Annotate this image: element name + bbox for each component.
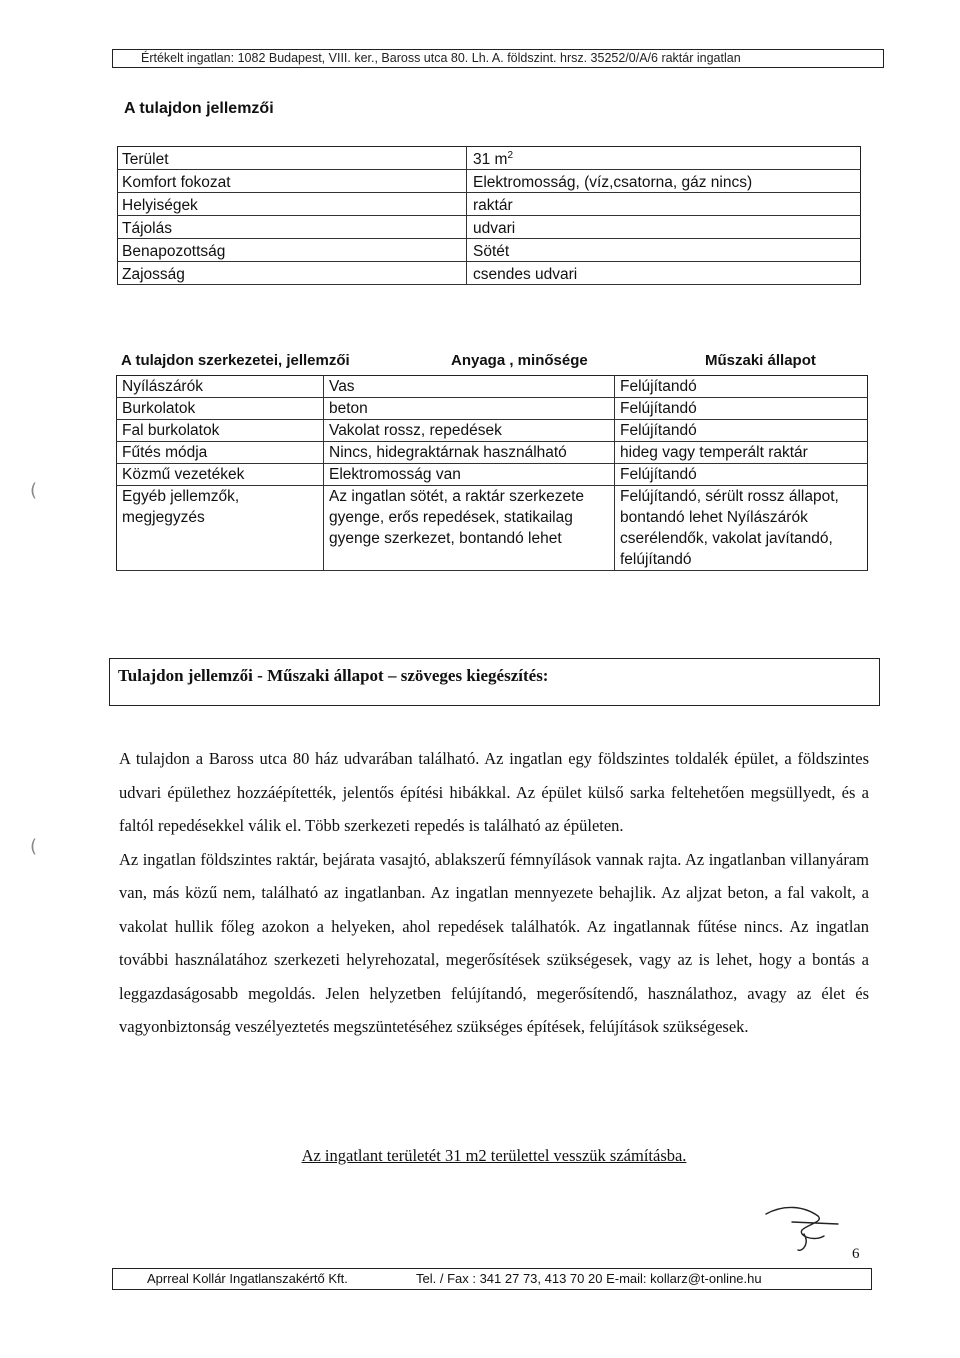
footer-company: Aprreal Kollár Ingatlanszakértő Kft. (147, 1271, 348, 1286)
structure-condition: hideg vagy temperált raktár (615, 442, 868, 464)
structure-header-col1: A tulajdon szerkezetei, jellemzői (121, 352, 350, 369)
area-value: 31 m (473, 151, 508, 168)
table-row (117, 420, 868, 442)
header-text: Értékelt ingatlan: 1082 Budapest, VIII. ker., Baross utca 80. Lh. A. földszint. hrsz. 35252/0/A/6 raktár ingatlan (141, 51, 741, 65)
section1-heading: A tulajdon jellemzői (124, 100, 274, 117)
structure-condition: Felújítandó (615, 464, 868, 486)
signature-image (758, 1200, 854, 1260)
table-row (118, 170, 861, 193)
row-value (467, 147, 861, 170)
row-value: csendes udvari (467, 262, 861, 285)
description-text (119, 742, 869, 1044)
row-value: Sötét (467, 239, 861, 262)
structure-condition: Felújítandó, sérült rossz állapot, bontandó lehet Nyílászárók cserélendők, vakolat javítandó, felújítandó (615, 486, 868, 571)
area-unit-sup: 2 (507, 149, 514, 161)
footer-contact: Tel. / Fax : 341 27 73, 413 70 20 E-mail: kollarz@t-online.hu (416, 1271, 762, 1286)
table-row (118, 262, 861, 285)
row-value: raktár (467, 193, 861, 216)
table-row (118, 239, 861, 262)
table-row (117, 398, 868, 420)
closing-statement: Az ingatlant területét 31 m2 területtel vesszük számításba. (301, 1146, 687, 1165)
row-label: Komfort fokozat (118, 170, 467, 193)
table-row (117, 486, 868, 571)
property-table (117, 146, 861, 285)
header-box (112, 49, 884, 68)
structure-header-col3: Műszaki állapot (705, 352, 816, 369)
page-number: 6 (852, 1246, 860, 1262)
table-row (117, 464, 868, 486)
structure-element: Fal burkolatok (117, 420, 324, 442)
section3-title-box (109, 658, 880, 706)
footer-box (112, 1268, 872, 1290)
section3-title: Tulajdon jellemzői - Műszaki állapot – szöveges kiegészítés: (118, 666, 549, 685)
table-row (118, 193, 861, 216)
row-label: Tájolás (118, 216, 467, 239)
row-label: Benapozottság (118, 239, 467, 262)
row-value: udvari (467, 216, 861, 239)
structure-material: Vakolat rossz, repedések (324, 420, 615, 442)
row-label: Helyiségek (118, 193, 467, 216)
structure-header-col2: Anyaga , minősége (451, 352, 588, 369)
paragraph: A tulajdon a Baross utca 80 ház udvarában található. Az ingatlan egy földszintes toldalék épület, a földszintes udvari épülethez hozzáépítették, jelentős építési hibákkal. Az épület külső sarka feltehetően megsüllyedt, és a faltól repedésekkel válik el. Több szerkezeti repedés is található az épületen. (119, 749, 869, 835)
structure-material: Az ingatlan sötét, a raktár szerkezete gyenge, erős repedések, statikailag gyenge szerkezet, bontandó lehet (324, 486, 615, 571)
structure-element: Nyílászárók (117, 376, 324, 398)
structure-element: Burkolatok (117, 398, 324, 420)
structure-condition: Felújítandó (615, 376, 868, 398)
table-row (118, 216, 861, 239)
row-label: Zajosság (118, 262, 467, 285)
row-label: Terület (118, 147, 467, 170)
structure-condition: Felújítandó (615, 398, 868, 420)
margin-bracket-mark: ( (30, 836, 38, 857)
structure-table (116, 375, 868, 571)
structure-material: beton (324, 398, 615, 420)
structure-condition: Felújítandó (615, 420, 868, 442)
table-row (117, 442, 868, 464)
structure-element: Fűtés módja (117, 442, 324, 464)
structure-material: Nincs, hidegraktárnak használható (324, 442, 615, 464)
structure-element: Egyéb jellemzők, megjegyzés (117, 486, 324, 571)
paragraph: Az ingatlan földszintes raktár, bejárata vasajtó, ablakszerű fémnyílások vannak rajta. Az ingatlanban villanyáram van, más közű nem, található az ingatlanban. Az ingatlan mennyezete behajlik. Az aljzat beton, a fal vakolt, a vakolat hullik főleg azokon a helyeken, ahol repedések találhatók. Az ingatlannak fűtése nincs. Az ingatlan további használatához szerkezeti helyrehozatal, megerősítések szükségesek, vagy az is lehet, hogy a bontás a leggazdaságosabb megoldás. Jelen helyzetben felújítandó, megerősítendő, használathoz, avagy az élet és vagyonbiztonság veszélyeztetés megszüntetéséhez szükséges építések, felújítások szükségesek. (119, 849, 869, 1036)
table-row (118, 147, 861, 170)
structure-material: Vas (324, 376, 615, 398)
margin-bracket-mark: ( (30, 480, 38, 501)
structure-element: Közmű vezetékek (117, 464, 324, 486)
structure-table-header (119, 352, 859, 374)
structure-material: Elektromosság van (324, 464, 615, 486)
row-value: Elektromosság, (víz,csatorna, gáz nincs) (467, 170, 861, 193)
table-row (117, 376, 868, 398)
